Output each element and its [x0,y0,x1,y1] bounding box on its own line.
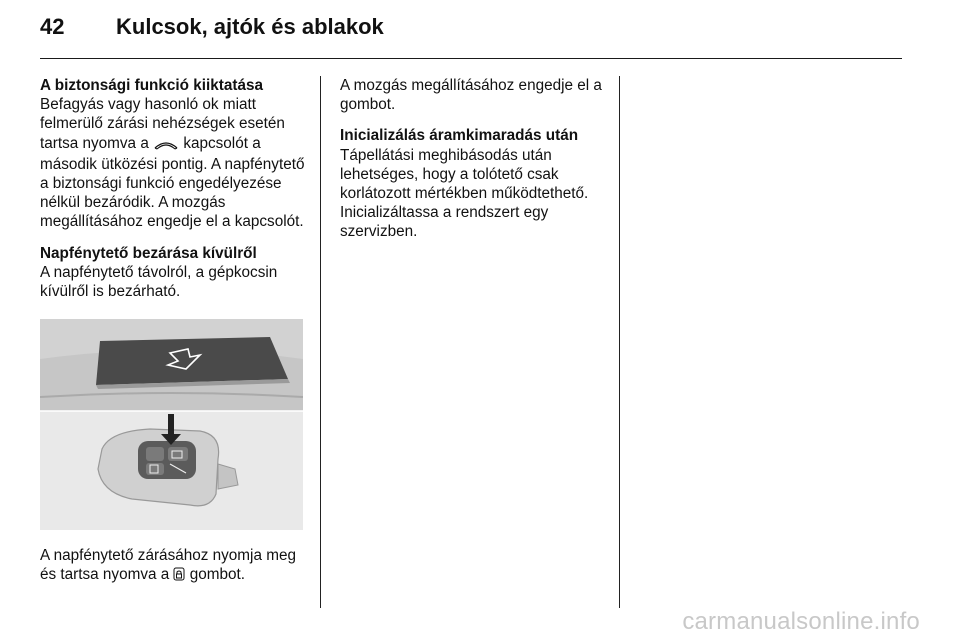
page-number: 42 [40,14,65,39]
key-sunroof-illustration [40,319,303,530]
section-body-safety: Befagyás vagy hasonló ok miatt felmerülő zárási nehézségek esetén tartsa nyomva a kapcsolót a második ütközési pontig. A napfénytető a biztonsági funkció engedélyezése nélkül bezáródik. A mozgás megállításához engedje el a kapcsolót. [40,96,305,231]
section-body-close: A napfénytető távolról, a gépkocsin kívülről is bezárható. [40,263,278,301]
section-heading-init: Inicializálás áramkimaradás után [340,127,579,145]
chapter-title: Kulcsok, ajtók és ablakok [116,14,384,39]
column-2 [340,76,608,254]
section-heading-safety: A biztonsági funkció kiiktatása [40,77,263,94]
header-rule [40,58,902,59]
column-divider-1 [320,76,321,608]
section-body-init: Tápellátási meghibásodás után lehetséges, hogy a tolótető csak korlátozott mértékben működtethető. Inicializáltassa a rendszert egy szervizben. [340,146,589,241]
column-1 [40,76,306,313]
column-divider-2 [619,76,620,608]
sunroof-switch-icon [153,136,179,155]
lock-button-icon [173,567,185,586]
page-header [40,14,384,54]
section-heading-close: Napfénytető bezárása kívülről [40,244,257,262]
figure-caption: A napfénytető zárásához nyomja meg és tartsa nyomva a gombot. [40,546,306,586]
watermark: carmanualsonline.info [682,608,920,635]
section-body-stop: A mozgás megállításához engedje el a gombot. [340,77,602,114]
